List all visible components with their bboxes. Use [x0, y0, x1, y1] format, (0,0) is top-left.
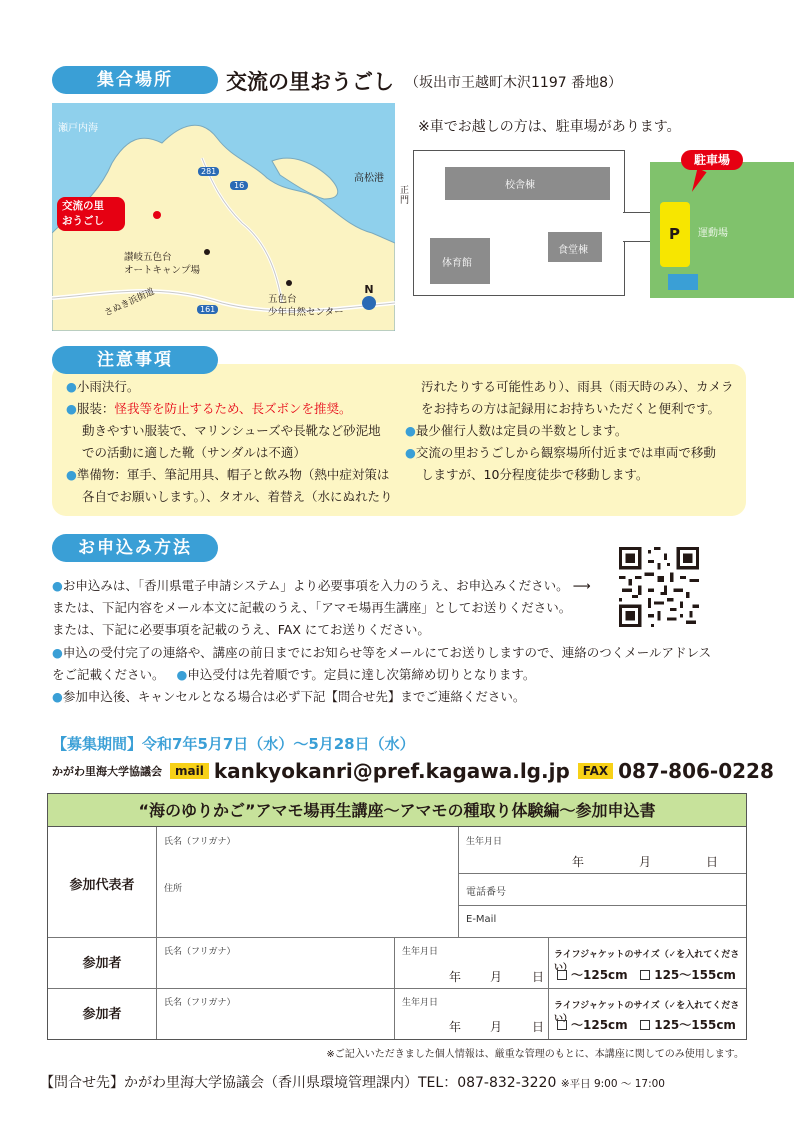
- caution-item-minimum: ●最少催行人数は定員の半数とします。: [405, 423, 628, 438]
- rep-address-field[interactable]: [157, 874, 457, 936]
- footer-text: 【問合せ先】かがわ里海大学協議会（香川県環境管理課内）TEL：087-832-3220: [40, 1075, 557, 1091]
- participant-1-dob-month[interactable]: 月: [490, 970, 503, 984]
- apply-line-cancel: ●参加申込後、キャンセルとなる場合は必ず下記【問合せ先】までご連絡ください。: [52, 689, 526, 705]
- rep-email-label: E-Mail: [466, 914, 497, 925]
- caution-transport-detail: しますが、10分程度徒歩で移動します。: [421, 467, 649, 482]
- meeting-place-heading: 集合場所: [52, 66, 218, 94]
- participant-1-size-small-checkbox[interactable]: ～125cm: [557, 968, 628, 982]
- participant-2-name-label: 氏名（フリガナ）: [164, 998, 236, 1008]
- map-label-nature-1: 五色台: [268, 294, 297, 305]
- participant-2-size-small-checkbox[interactable]: ～125cm: [557, 1018, 628, 1032]
- caution-clothing-detail-2: での活動に適した靴（サンダルは不適）: [82, 445, 306, 460]
- rep-dob-year[interactable]: 年: [572, 855, 585, 869]
- participant-2-name-field[interactable]: [157, 989, 393, 1039]
- participant-2-dob-label: 生年月日: [402, 998, 439, 1008]
- participant-2-dob-year[interactable]: 年: [449, 1020, 462, 1034]
- school-label: 校舎棟: [505, 180, 535, 191]
- mail-tag: mail: [170, 763, 209, 779]
- participant-2-dob-month[interactable]: 月: [490, 1020, 503, 1034]
- participant-2-lifejacket-label: ライフジャケットのサイズ（✓を入れてください）: [554, 1001, 740, 1024]
- contact-org: かがわ里海大学協議会: [52, 765, 162, 778]
- area-map: [52, 103, 395, 331]
- venue-address: （坂出市王越町木沢1197 番地8）: [405, 75, 622, 91]
- caution-items-detail-2: 汚れたりする可能性あり）、雨具（雨天時のみ）、カメラ: [421, 379, 734, 394]
- venue-pin-line2: おうごし: [62, 215, 104, 227]
- rep-name-label: 氏名（フリガナ）: [164, 837, 236, 847]
- sports-ground: [650, 162, 794, 298]
- privacy-note: ※ご記入いただきました個人情報は、厳重な管理のもとに、本講座に関してのみ使用します。: [326, 1049, 744, 1060]
- footer-contact: [40, 1072, 665, 1092]
- contact-email[interactable]: kankyokanri@pref.kagawa.lg.jp: [213, 759, 570, 783]
- rep-dob-month[interactable]: 月: [639, 855, 652, 869]
- fax-tag: FAX: [578, 763, 613, 779]
- participant-2-size-large-checkbox[interactable]: 125～155cm: [640, 1018, 736, 1032]
- application-form: [47, 793, 747, 1040]
- apply-line-email: または、下記内容をメール本文に記載のうえ、「アマモ場再生講座」としてお送りください。: [52, 600, 572, 616]
- participant-2-label: 参加者: [82, 1007, 122, 1022]
- rep-dob-label: 生年月日: [466, 837, 503, 847]
- rep-label: 参加代表者: [69, 878, 135, 893]
- participant-1-sizes: [557, 966, 736, 983]
- application-period: 【募集期間】令和7年5月7日（水）～5月28日（水）: [52, 735, 415, 753]
- venue-name: 交流の里おうごし: [226, 70, 394, 94]
- route-281-badge: 281: [198, 167, 219, 176]
- participant-1-name-field[interactable]: [157, 938, 393, 987]
- application-heading: お申込み方法: [52, 534, 218, 562]
- pool: [668, 274, 698, 290]
- map-label-camp-2: オートキャンプ場: [124, 265, 201, 276]
- gym-building: [430, 238, 490, 284]
- contact-fax: 087-806-0228: [618, 759, 774, 783]
- map-label-nature-2: 少年自然センター: [268, 307, 344, 318]
- caution-items-detail-3: をお持ちの方は記録用にお持ちいただくと便利です。: [421, 401, 721, 416]
- north-arrow-icon: [360, 283, 378, 310]
- venue-pin-line1: 交流の里: [62, 200, 104, 212]
- dining-label: 食堂棟: [558, 245, 588, 256]
- caution-item-rain: ●小雨決行。: [66, 379, 140, 394]
- apply-line-online: ●お申込みは、「香川県電子申請システム」より必要事項を入力のうえ、お申込みください。 ⟶: [52, 578, 591, 593]
- ground-label: 運動場: [698, 228, 728, 239]
- site-plan: [400, 150, 794, 300]
- map-label-camp: [124, 251, 200, 277]
- map-label-sea: 瀬戸内海: [58, 123, 98, 134]
- apply-line-fax: または、下記に必要事項を記載のうえ、FAX にてお送りください。: [52, 622, 430, 638]
- map-label-city: 高松港: [354, 173, 384, 184]
- route-16-badge: 16: [230, 181, 248, 190]
- parking-mark: P: [669, 225, 680, 243]
- caution-right: [405, 376, 734, 486]
- caution-item-transport: ●交流の里おうごしから観察場所付近までは車両で移動: [405, 445, 716, 460]
- participant-1-dob-label: 生年月日: [402, 947, 439, 957]
- north-label: N: [364, 283, 374, 296]
- contact-line: [52, 757, 782, 785]
- dining-building: [548, 232, 602, 262]
- rep-email-field[interactable]: [459, 906, 746, 936]
- rep-dob-day[interactable]: 日: [706, 855, 719, 869]
- parking-area: [660, 202, 690, 267]
- map-label-nature: [268, 293, 344, 319]
- application-instructions: [52, 575, 711, 708]
- apply-line-confirm: ●申込の受付完了の連絡や、講座の前日までにお知らせ等をメールにてお送りしますので、連絡のつくメールアドレス: [52, 644, 712, 660]
- rep-name-field[interactable]: [157, 828, 457, 872]
- school-building: [445, 167, 610, 200]
- qr-code[interactable]: [619, 547, 699, 627]
- rep-phone-label: 電話番号: [466, 887, 506, 898]
- participant-1-name-label: 氏名（フリガナ）: [164, 947, 236, 957]
- participant-1-size-large-checkbox[interactable]: 125～155cm: [640, 968, 736, 982]
- map-label-road: さぬき浜街道: [103, 286, 157, 319]
- parking-note: ※車でお越しの方は、駐車場があります。: [418, 119, 681, 135]
- gym-label: 体育館: [442, 258, 472, 269]
- caution-item-items: ●準備物：軍手、筆記用具、帽子と飲み物（熱中症対策は: [66, 467, 390, 482]
- footer-hours: ※平日 9:00 ～ 17:00: [560, 1078, 665, 1090]
- caution-items-detail: 各自でお願いします。）、タオル、着替え（水にぬれたり: [82, 489, 393, 504]
- participant-1-dob-year[interactable]: 年: [449, 970, 462, 984]
- participant-2-sizes: [557, 1016, 736, 1033]
- form-title: “海のゆりかご”アマモ場再生講座～アマモの種取り体験編～参加申込書: [48, 794, 746, 827]
- apply-line-confirm-2: をご記載ください。 ●申込受付は先着順です。定員に達し次第締め切りとなります。: [52, 666, 536, 682]
- caution-item-clothing: ●服装：怪我等を防止するため、長ズボンを推奨。: [66, 401, 352, 416]
- caution-heading: 注意事項: [52, 346, 218, 374]
- caution-clothing-detail-1: 動きやすい服装で、マリンシューズや長靴など砂泥地: [82, 423, 381, 438]
- participant-1-lifejacket-label: ライフジャケットのサイズ（✓を入れてください）: [554, 950, 740, 973]
- caution-left: [66, 376, 393, 508]
- parking-callout: 駐車場: [681, 150, 743, 170]
- site-gate-label: 正門: [400, 186, 410, 206]
- participant-2-dob-day[interactable]: 日: [532, 1020, 545, 1034]
- map-label-camp-1: 讃岐五色台: [124, 252, 172, 263]
- rep-address-label: 住所: [164, 884, 183, 894]
- rep-phone-field[interactable]: [459, 874, 746, 904]
- route-161-badge: 161: [197, 305, 218, 314]
- participant-1-label: 参加者: [82, 956, 122, 971]
- participant-1-dob-day[interactable]: 日: [532, 970, 545, 984]
- venue-pin-callout: [57, 197, 125, 231]
